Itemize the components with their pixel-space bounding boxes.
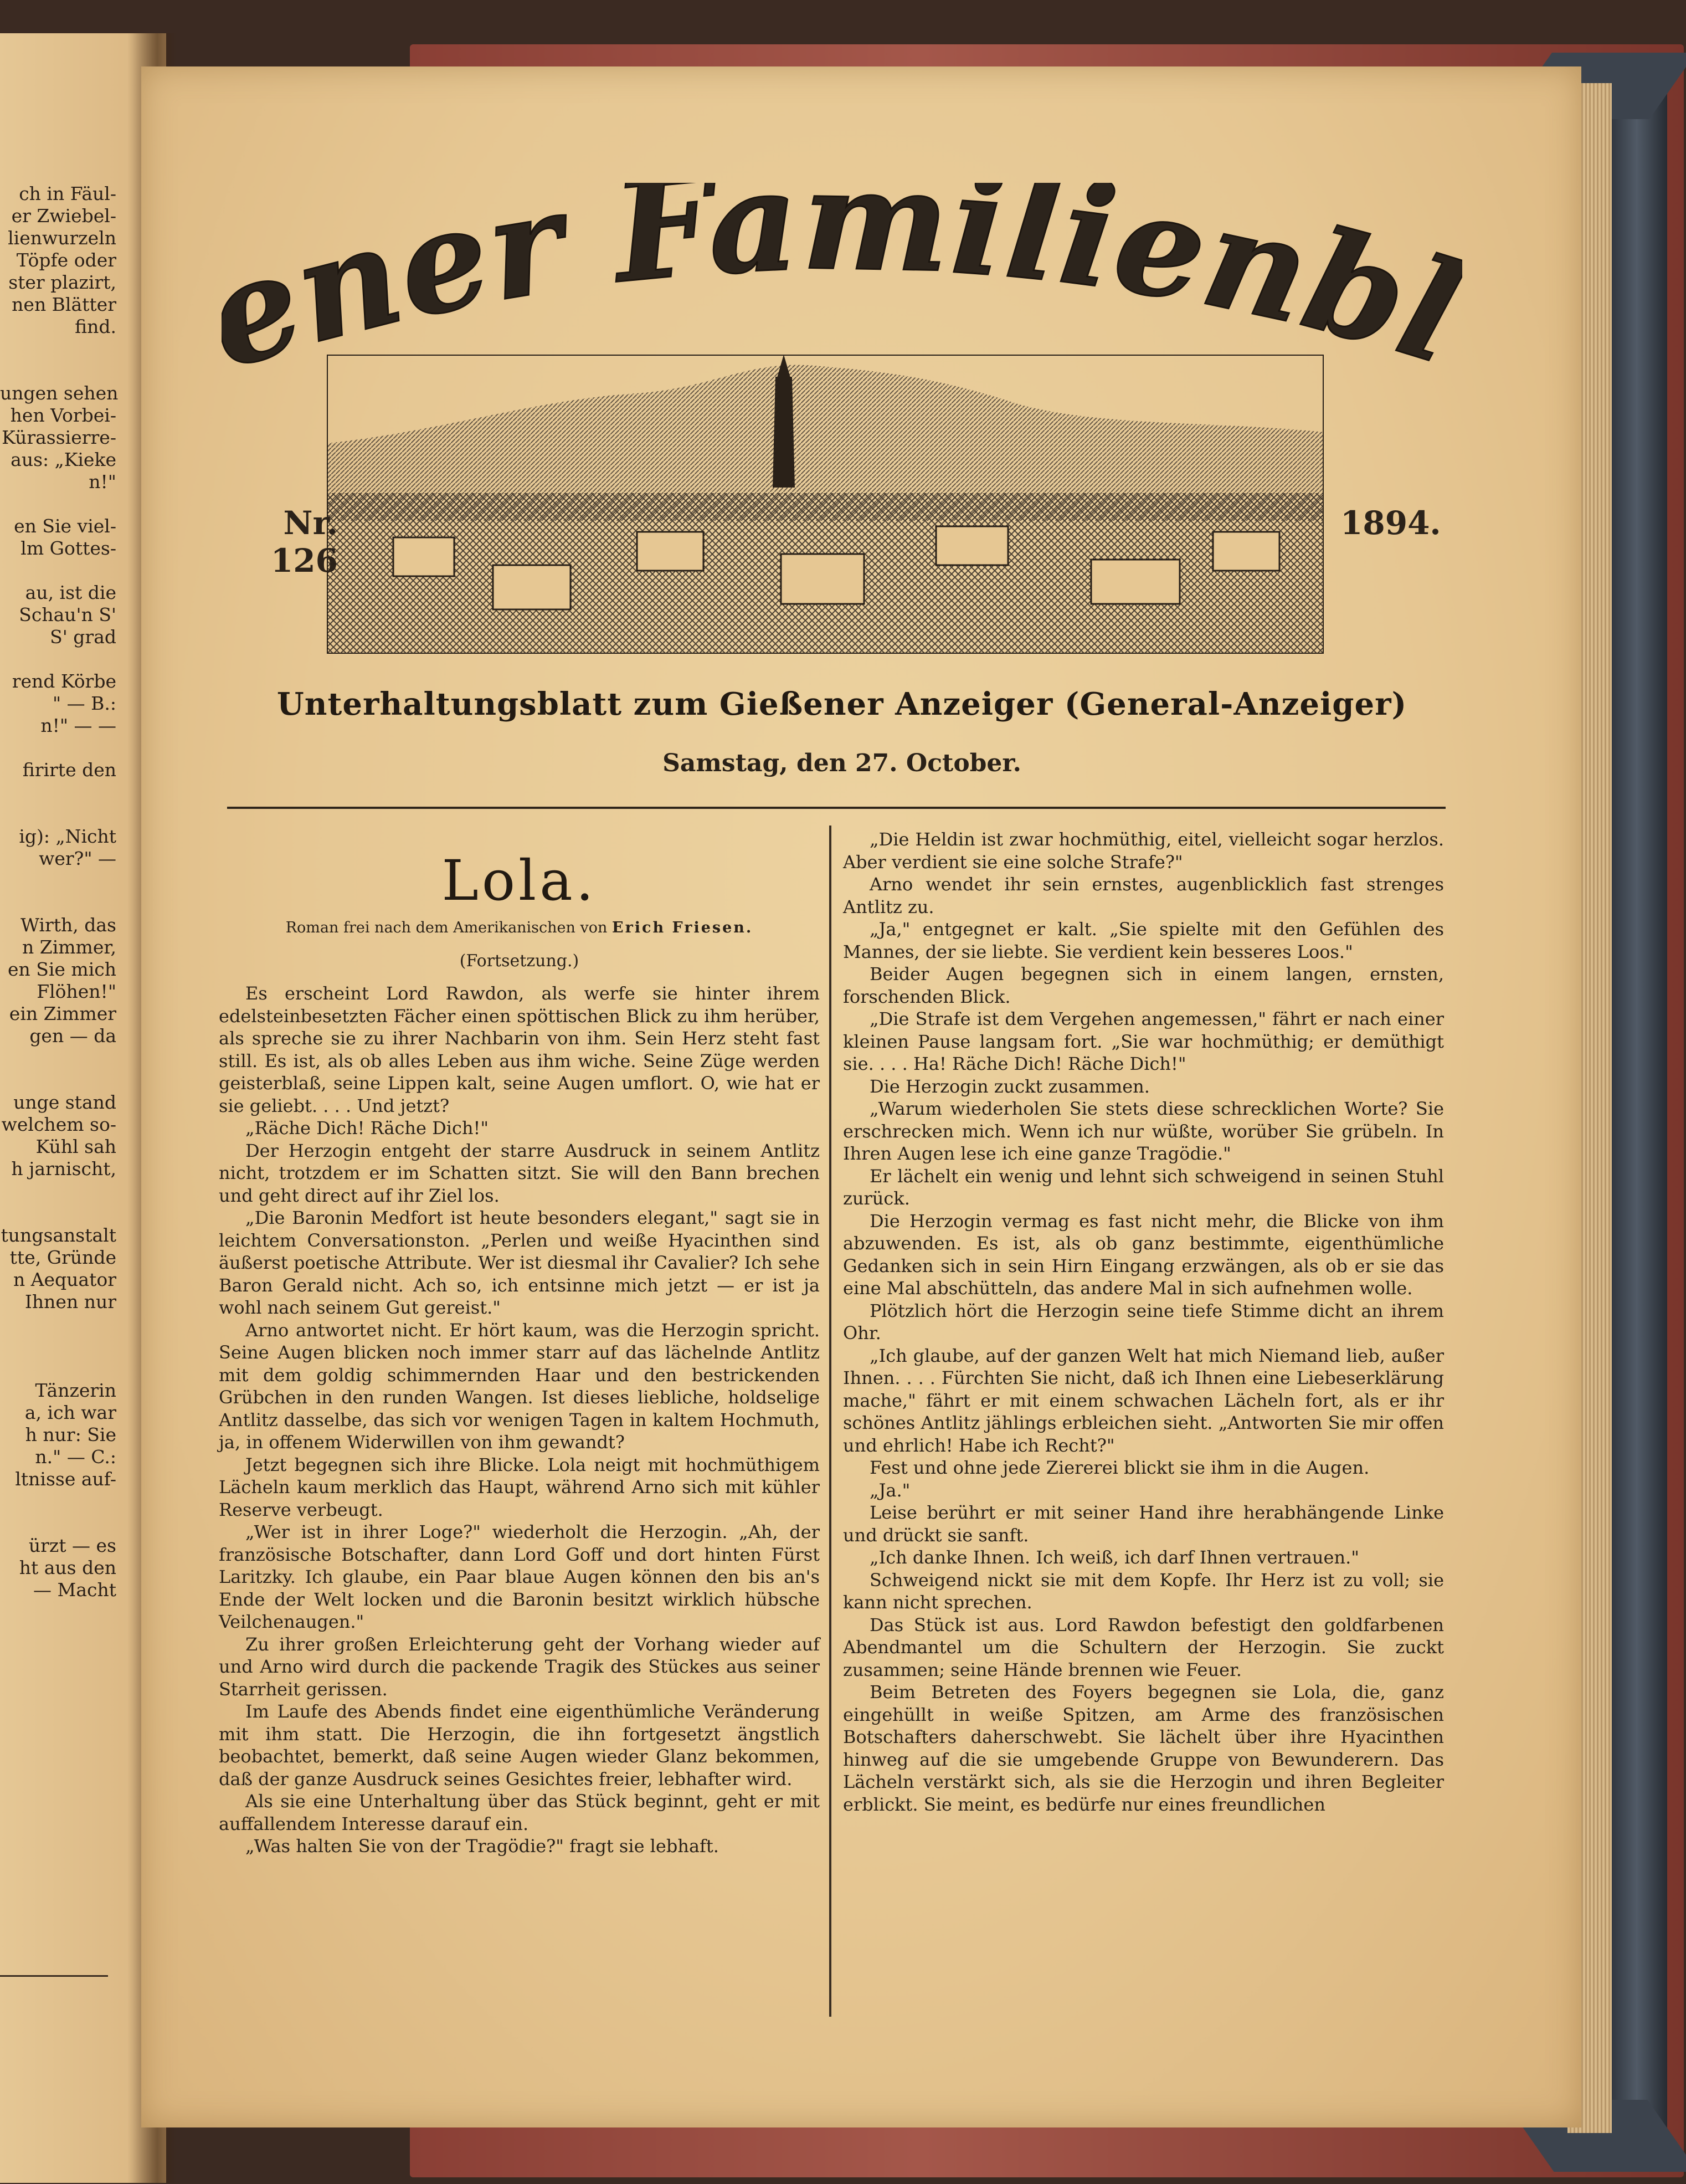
left-page-line: ein Zimmer	[9, 1003, 116, 1024]
left-page-line: wer?" —	[39, 848, 116, 869]
left-page-line: n Aequator	[13, 1269, 116, 1290]
left-page-line: welchem so-	[1, 1114, 116, 1135]
left-page-line: Ihnen nur	[24, 1291, 116, 1313]
article-paragraph: Es erscheint Lord Rawdon, als werfe sie hinter ihrem edelsteinbesetzten Fächer einen spöttischen Blick zu ihm herüber, als spreche sie zu ihrer Nachbarin von ihm. Sein Herz steht fast still. Es ist, als ob alles Leben aus ihm wiche. Seine Züge werden geisterblaß, seine Lippen kalt, seine Augen umflort. O, wie hat er sie geliebt. . . . Und jetzt?	[219, 983, 820, 1116]
left-page-line: ungen sehen	[0, 382, 119, 404]
article-column-left	[219, 828, 820, 1858]
left-page-line: n." — C.:	[35, 1446, 116, 1468]
left-page-line: hen Vorbei-	[10, 404, 116, 426]
left-page-line: h nur: Sie	[25, 1424, 116, 1445]
right-column-paragraphs	[843, 828, 1444, 1816]
left-page-line: Töpfe oder	[16, 249, 116, 271]
article-paragraph: Er lächelt ein wenig und lehnt sich schweigend in seinen Stuhl zurück.	[843, 1165, 1444, 1209]
left-page-line: tungsanstalt	[1, 1224, 116, 1246]
article-paragraph: „Ja," entgegnet er kalt. „Sie spielte mit den Gefühlen des Mannes, der sie liebte. Sie verdient kein besseres Loos."	[843, 919, 1444, 962]
article-paragraph: Die Herzogin zuckt zusammen.	[870, 1075, 1150, 1097]
masthead-subtitle: Unterhaltungsblatt zum Gießener Anzeiger (General-Anzeiger)	[276, 686, 1407, 722]
left-page-line: lm Gottes-	[20, 537, 116, 559]
article-paragraph: „Ja."	[870, 1479, 911, 1501]
left-page-line: n!" — —	[40, 715, 116, 736]
left-page-line: tte, Gründe	[9, 1247, 116, 1268]
left-page-line	[0, 360, 116, 382]
left-page-line: h jarnischt,	[11, 1158, 116, 1180]
left-page-line: aus: „Kieke	[11, 449, 116, 470]
article-byline	[219, 917, 820, 939]
left-page-line	[0, 1202, 116, 1224]
left-page-line	[0, 1180, 116, 1202]
left-page-line: Kürassierre-	[2, 427, 116, 448]
left-page-line: rend Körbe	[12, 670, 116, 692]
left-page-line: ch in Fäul-	[19, 183, 116, 204]
article-paragraph: Als sie eine Unterhaltung über das Stück beginnt, geht er mit auffallendem Interesse darauf ein.	[219, 1791, 820, 1834]
left-page-line: a, ich war	[24, 1402, 116, 1423]
left-page-line: S' grad	[50, 626, 116, 648]
article-paragraph: „Wer ist in ihrer Loge?" wiederholt die Herzogin. „Ah, der französische Botschafter, dann Lord Goff und dort hinten Fürst Laritzky. Ich glaube, ein Paar blaue Augen können den bis an's Ende der Welt locken und die Baronin besitzt wirklich hübsche Veilchenaugen."	[219, 1521, 820, 1632]
article-paragraph: Jetzt begegnen sich ihre Blicke. Lola neigt mit hochmüthigem Lächeln kaum merklich das Haupt, während Arno sich mit kühler Reserve verbeugt.	[219, 1454, 820, 1520]
article-paragraph: „Räche Dich! Räche Dich!"	[245, 1117, 489, 1139]
article-paragraph: „Was halten Sie von der Tragödie?" fragt sie lebhaft.	[245, 1836, 719, 1857]
article-paragraph: Die Herzogin vermag es fast nicht mehr, die Blicke von ihm abzuwenden. Es ist, als ob ganz bestimmte, eigenthümliche Gedanken sich in sein Hirn Eingang erzwängen, als ob er sie das eine Mal abschütteln, das andere Mal in sich aufnehmen wolle.	[843, 1210, 1444, 1299]
town-vignette	[327, 355, 1324, 654]
article-paragraph: Das Stück ist aus. Lord Rawdon befestigt den goldfarbenen Abendmantel um die Schultern der Herzogin. Sie zuckt zusammen; seine Hände brennen wie Feuer.	[843, 1614, 1444, 1680]
left-page-line	[0, 1490, 116, 1513]
left-page-line	[0, 648, 116, 670]
left-page-line: gen — da	[29, 1025, 116, 1047]
left-page-line	[0, 870, 116, 892]
book-spine	[1606, 66, 1667, 2161]
article-paragraph: „Die Strafe ist dem Vergehen angemessen," fährt er nach einer kleinen Pause langsam fort. „Sie war hochmüthig; er demüthigt sie. . . . Ha! Räche Dich! Räche Dich!"	[843, 1008, 1444, 1074]
article-title: Lola.	[441, 848, 597, 913]
left-page-line: ig): „Nicht	[19, 826, 116, 847]
article-paragraph: „Die Baronin Medfort ist heute besonders elegant," sagt sie in leichtem Conversationston. „Perlen und weiße Hyacinthen sind äußerst poetische Attribute. Wer ist diesmal ihr Cavalier? Ich sehe Baron Gerald nicht. Ach so, ich entsinne mich jetzt — er ist ja wohl nach seinem Gut gereist."	[219, 1207, 820, 1318]
left-page-line	[0, 1335, 116, 1357]
article-author: Erich Friesen.	[612, 919, 753, 936]
left-page-line: lienwurzeln	[8, 227, 116, 249]
left-page-line: Wirth, das	[20, 914, 116, 936]
left-page-line: er Zwiebel-	[11, 205, 116, 227]
left-page-line: ht aus den	[19, 1557, 116, 1578]
left-page-line	[0, 560, 116, 582]
left-page-line: unge stand	[13, 1091, 116, 1113]
left-page-line	[0, 493, 116, 515]
left-page-line	[0, 1047, 116, 1069]
article-paragraph: Arno antwortet nicht. Er hört kaum, was die Herzogin spricht. Seine Augen blicken noch immer starr auf das lächelnde Antlitz mit dem goldig schimmernden Haar und den bestrickenden Grübchen in den runden Wangen. Ist dieses liebliche, holdselige Antlitz dasselbe, das sich vor wenigen Tagen in kaltem Hochmuth, ja, in offenem Widerwillen von ihm gewandt?	[219, 1319, 820, 1453]
article-paragraph: „Ich glaube, auf der ganzen Welt hat mich Niemand lieb, außer Ihnen. . . . Fürchten Sie nicht, daß ich Ihnen eine Liebeserklärung mache," fährt er mit einem schwachen Lächeln fort, als er ihr schönes Antlitz jählings erbleichen sieht. „Antworten Sie mir offen und ehrlich! Habe ich Recht?"	[843, 1345, 1444, 1456]
article-paragraph: Beim Betreten des Foyers begegnen sie Lola, die, ganz eingehüllt in weiße Spitzen, am Arme des französischen Botschafters daherschwebt. Sie lächelt über ihre Hyacinthen hinweg auf die sie umgebende Gruppe von Bewunderern. Das Lächeln verstärkt sich, als sie die Herzogin und ihren Begleiter erblickt. Sie meint, es bedürfe nur eines freundlichen	[843, 1681, 1444, 1815]
left-page-line: — Macht	[33, 1579, 116, 1601]
left-page-line: n Zimmer,	[22, 936, 116, 958]
left-page-line: n!"	[89, 471, 116, 493]
left-page-line	[0, 338, 116, 360]
article-paragraph: „Die Heldin ist zwar hochmüthig, eitel, vielleicht sogar herzlos. Aber verdient sie eine solche Strafe?"	[843, 829, 1444, 873]
byline-prefix: Roman frei nach dem Amerikanischen von	[285, 919, 608, 936]
town-engraving	[327, 355, 1324, 654]
left-column-paragraphs	[219, 982, 820, 1858]
left-page-line	[0, 737, 116, 759]
left-page-line: en Sie viel-	[14, 515, 116, 537]
left-page-line: Tänzerin	[35, 1380, 116, 1401]
article-paragraph: Im Laufe des Abends findet eine eigenthümliche Veränderung mit ihm statt. Die Herzogin, die ihn fortgesetzt ängstlich beobachtet, bemerkt, daß seine Augen wieder Glanz bekommen, daß der ganze Ausdruck seines Gesichtes freier, lebhafter wird.	[219, 1701, 820, 1790]
column-divider	[829, 826, 831, 2017]
svg-text:Gießener Familienblätter: ner Familienb	[279, 183, 1426, 381]
left-page-line: Flöhen!"	[37, 981, 116, 1002]
left-page-line: Schau'n S'	[19, 604, 116, 626]
left-page-rule	[0, 1975, 108, 1977]
left-page-line: firirte den	[22, 759, 116, 781]
left-page-line	[0, 1357, 116, 1380]
issue-year: 1894.	[1340, 504, 1441, 542]
left-page-line	[0, 1313, 116, 1335]
article-paragraph: Der Herzogin entgeht der starre Ausdruck in seinem Antlitz nicht, trotzdem er im Schatten sitzt. Sie will den Bann brechen und geht direct auf ihr Ziel los.	[219, 1140, 820, 1206]
left-page-line: ürzt — es	[28, 1535, 116, 1556]
left-page-line: au, ist die	[25, 582, 116, 603]
left-page-line	[0, 892, 116, 914]
left-page-line: " — B.:	[52, 693, 116, 714]
article-paragraph: Schweigend nickt sie mit dem Kopfe. Ihr Herz ist zu voll; sie kann nicht sprechen.	[843, 1569, 1444, 1613]
left-page-line	[0, 803, 116, 826]
left-page-line: find.	[75, 316, 116, 337]
left-page-line	[0, 1069, 116, 1091]
left-page-text-fragments	[0, 183, 119, 1601]
continuation-note: (Fortsetzung.)	[459, 951, 579, 971]
issue-number: Nr. 126	[270, 504, 338, 580]
article-paragraph: Plötzlich hört die Herzogin seine tiefe Stimme dicht an ihrem Ohr.	[843, 1300, 1444, 1344]
left-page-line	[0, 781, 116, 803]
article-paragraph: Arno wendet ihr sein ernstes, augenblicklich fast strenges Antlitz zu.	[843, 874, 1444, 917]
left-page-line: nen Blätter	[12, 294, 116, 315]
left-page-line: ltnisse auf-	[15, 1468, 116, 1490]
article-column-right	[843, 828, 1444, 1816]
article-paragraph: Beider Augen begegnen sich in einem langen, ernsten, forschenden Blick.	[843, 963, 1444, 1007]
left-page-line: en Sie mich	[7, 958, 116, 980]
issue-date: Samstag, den 27. October.	[662, 749, 1021, 777]
article-paragraph: „Warum wiederholen Sie stets diese schrecklichen Worte? Sie erschrecken mich. Wenn ich nur wüßte, worüber Sie grübeln. In Ihren Augen lese ich eine ganze Tragödie."	[843, 1098, 1444, 1164]
masthead-rule	[227, 807, 1446, 809]
article-paragraph: Zu ihrer großen Erleichterung geht der Vorhang wieder auf und Arno wird durch die packende Tragik des Stückes aus seiner Starrheit gerissen.	[219, 1633, 820, 1700]
left-page-line	[0, 1513, 116, 1535]
article-paragraph: Fest und ohne jede Ziererei blickt sie ihm in die Augen.	[870, 1457, 1370, 1478]
article-paragraph: „Ich danke Ihnen. Ich weiß, ich darf Ihnen vertrauen."	[870, 1547, 1359, 1568]
left-page-line: Kühl sah	[35, 1136, 116, 1157]
article-paragraph: Leise berührt er mit seiner Hand ihre herabhängende Linke und drückt sie sanft.	[843, 1502, 1444, 1546]
left-page-line: ster plazirt,	[8, 271, 116, 293]
